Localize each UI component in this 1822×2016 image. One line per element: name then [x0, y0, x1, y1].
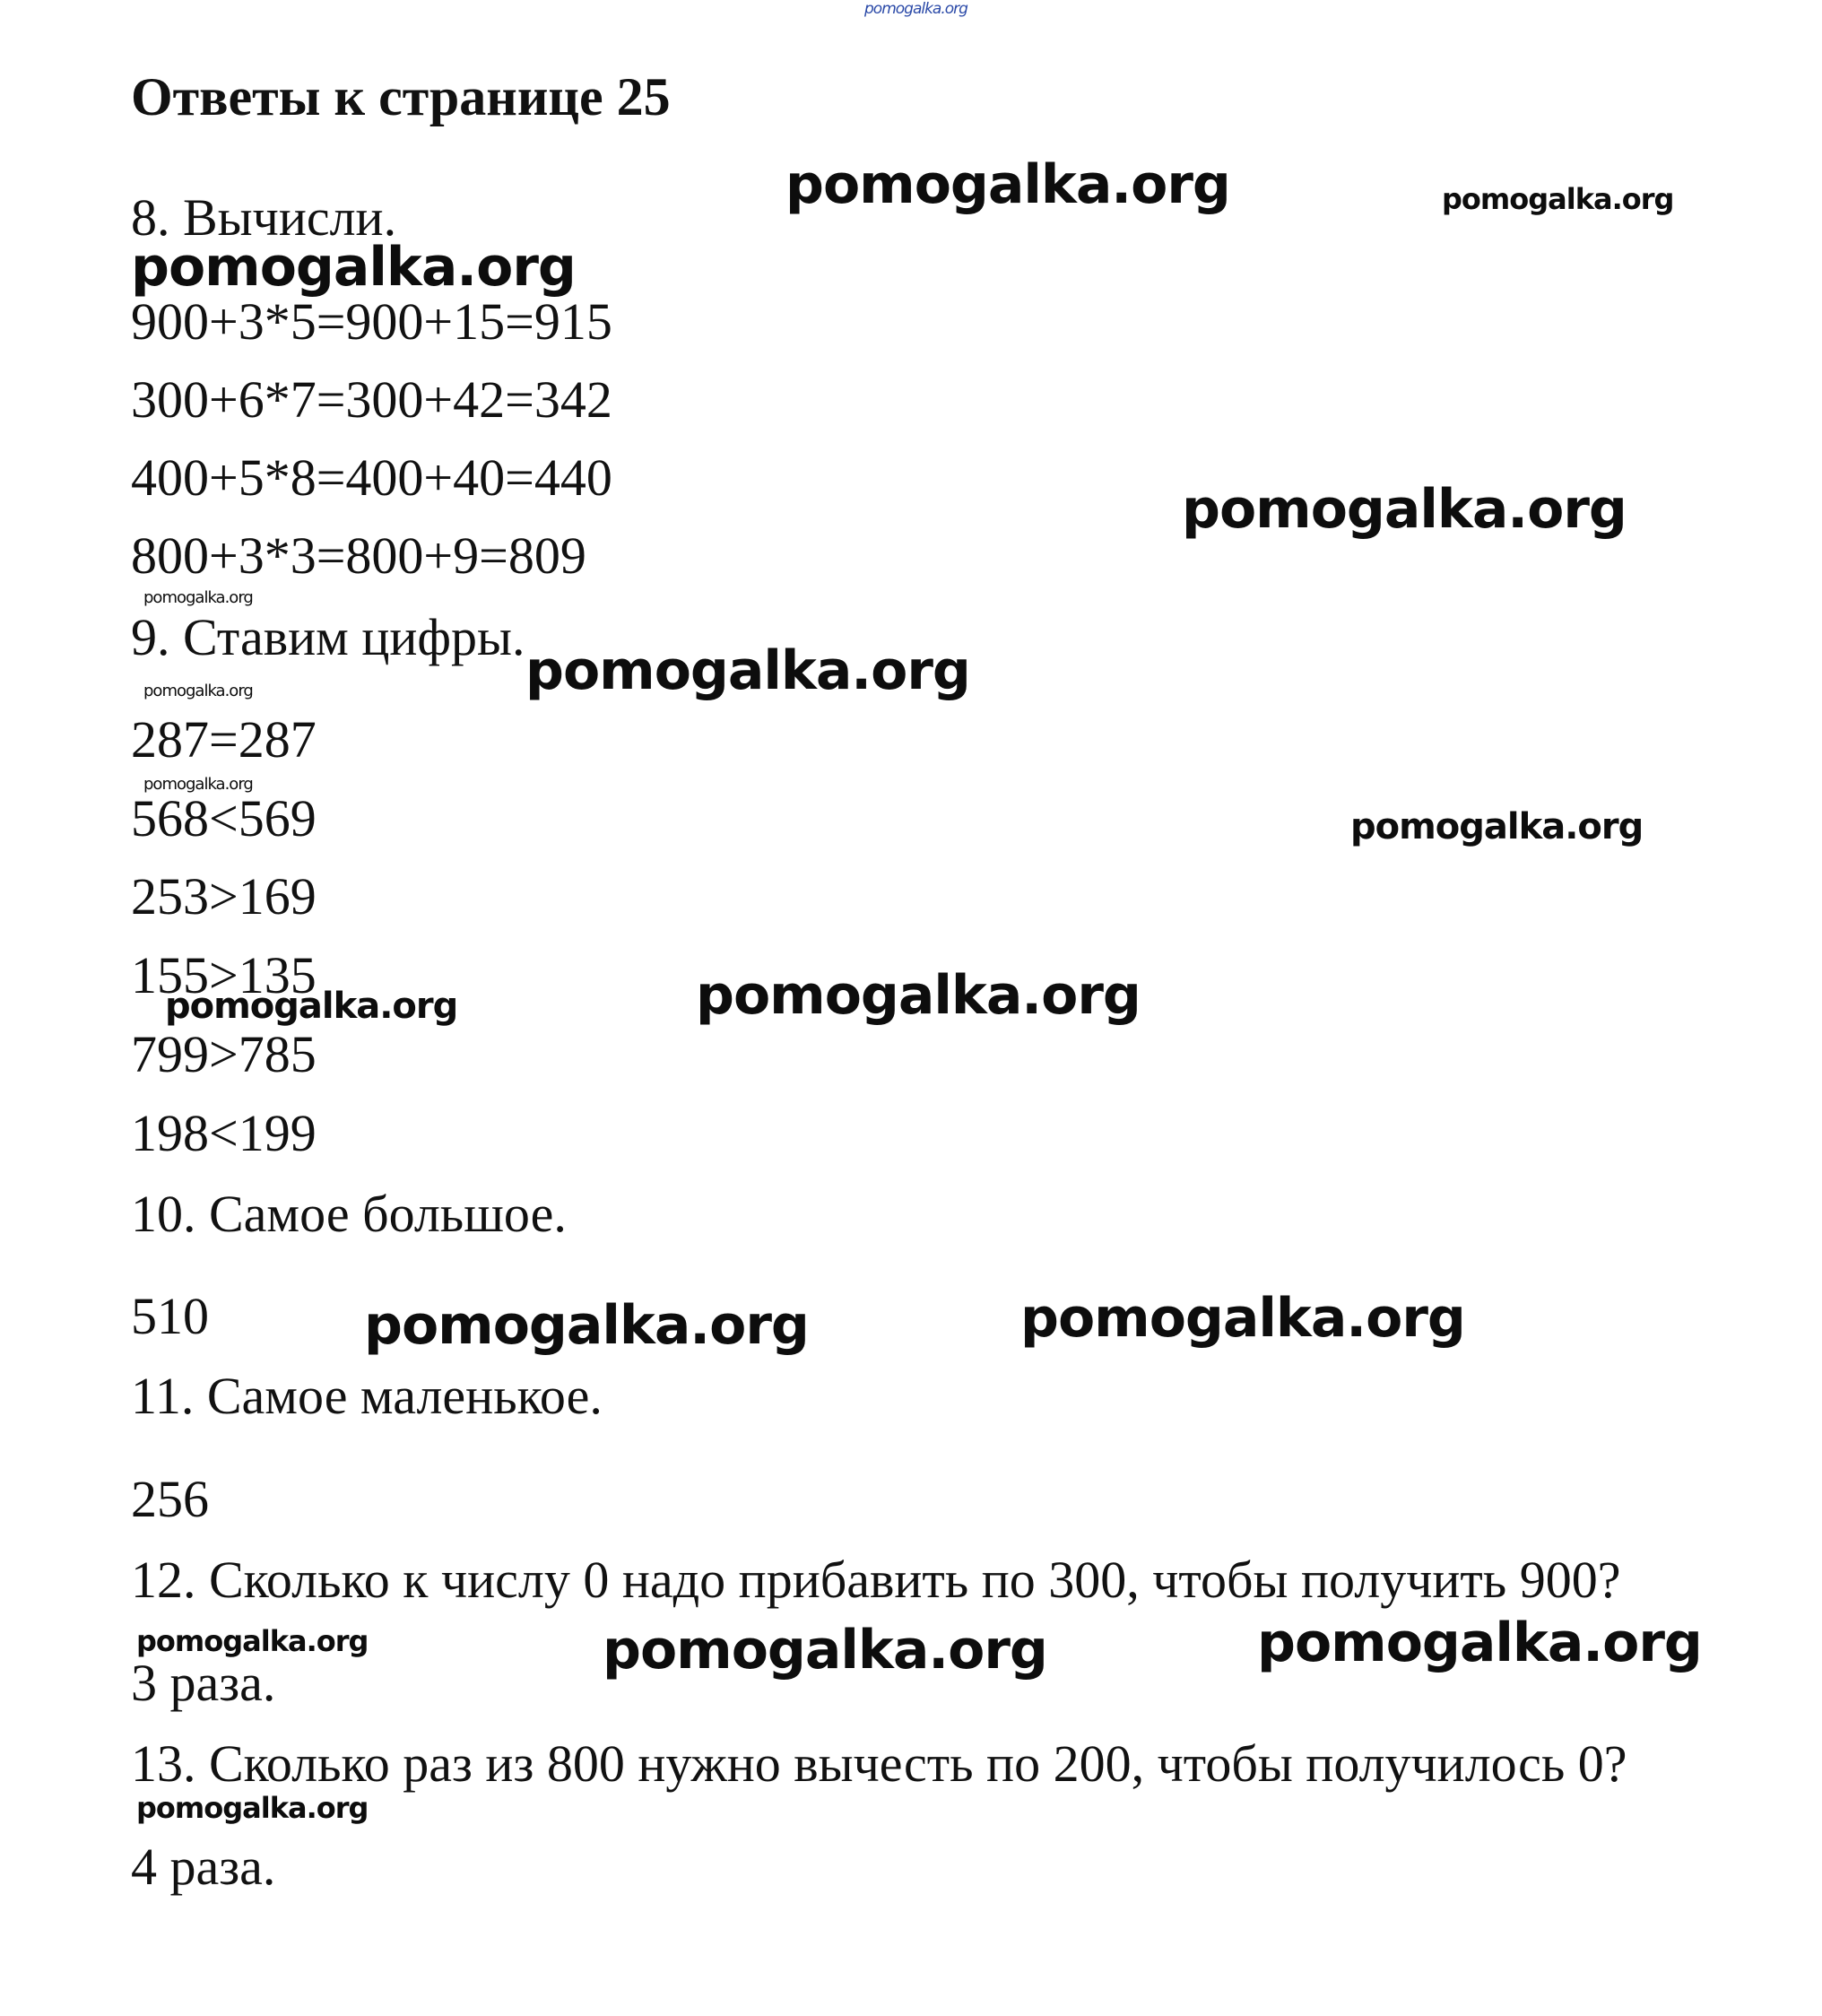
- answer-line: 800+3*3=800+9=809: [131, 526, 586, 585]
- watermark: pomogalka.org: [696, 964, 1141, 1027]
- watermark: pomogalka.org: [1442, 182, 1674, 216]
- watermark: pomogalka.org: [143, 682, 253, 700]
- answer-line: 510: [131, 1287, 209, 1345]
- answer-line: 900+3*5=900+15=915: [131, 292, 612, 351]
- header-watermark: pomogalka.org: [864, 0, 967, 18]
- answer-line: 300+6*7=300+42=342: [131, 370, 612, 429]
- answer-line: 155>135: [131, 946, 317, 1004]
- watermark: pomogalka.org: [525, 639, 970, 702]
- watermark: pomogalka.org: [603, 1619, 1047, 1681]
- watermark: pomogalka.org: [143, 775, 253, 794]
- page-title: Ответы к странице 25: [131, 67, 671, 126]
- watermark: pomogalka.org: [785, 153, 1230, 216]
- answer-line: 198<199: [131, 1104, 317, 1162]
- answer-line: 253>169: [131, 867, 317, 925]
- answer-line: 400+5*8=400+40=440: [131, 448, 612, 507]
- answer-line: 568<569: [131, 789, 317, 847]
- watermark: pomogalka.org: [364, 1294, 809, 1357]
- watermark: pomogalka.org: [131, 236, 576, 299]
- exercise-8-heading: 8. Вычисли.: [131, 188, 397, 247]
- exercise-10-heading: 10. Самое большое.: [131, 1185, 567, 1243]
- watermark: pomogalka.org: [1182, 478, 1627, 541]
- exercise-11-heading: 11. Самое маленькое.: [131, 1367, 603, 1425]
- exercise-13-heading: 13. Сколько раз из 800 нужно вычесть по 200, чтобы получилось 0?: [131, 1734, 1627, 1793]
- watermark: pomogalka.org: [1257, 1612, 1702, 1674]
- watermark: pomogalka.org: [136, 1624, 369, 1658]
- exercise-9-heading: 9. Ставим цифры.: [131, 608, 525, 666]
- watermark: pomogalka.org: [136, 1791, 369, 1825]
- watermark: pomogalka.org: [143, 588, 253, 607]
- exercise-12-heading: 12. Сколько к числу 0 надо прибавить по 300, чтобы получить 900?: [131, 1551, 1621, 1609]
- answer-line: 256: [131, 1470, 209, 1528]
- watermark: pomogalka.org: [165, 986, 458, 1027]
- answer-line: 4 раза.: [131, 1838, 276, 1896]
- answer-line: 3 раза.: [131, 1654, 276, 1712]
- watermark: pomogalka.org: [1350, 806, 1644, 847]
- answer-line: 799>785: [131, 1025, 317, 1083]
- watermark: pomogalka.org: [1020, 1287, 1465, 1350]
- answer-line: 287=287: [131, 710, 317, 769]
